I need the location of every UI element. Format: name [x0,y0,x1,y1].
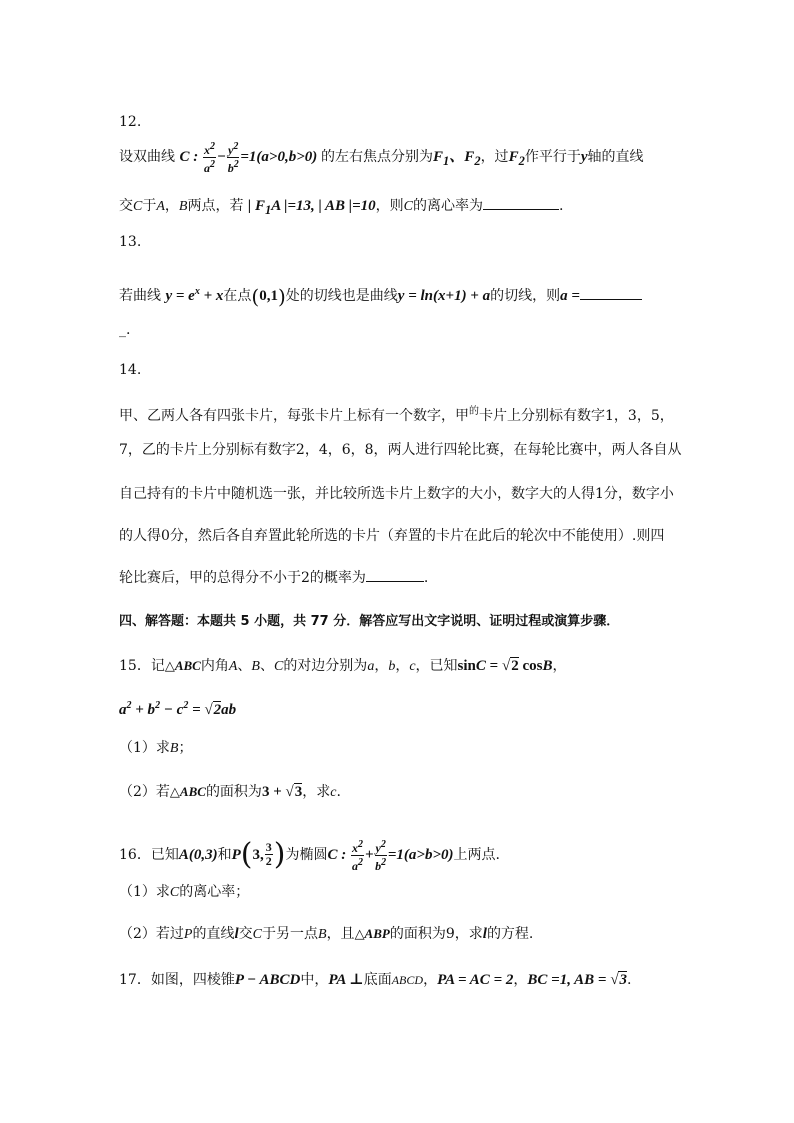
q16-line1: 16．已知A(0,3)和P(3, $\frac{3}{2}$ )为椭圆C : $\frac{x^2}{a^2}$ + $\frac{y^2}{b^2}$ =1(a>b>0)上两点. [119,836,500,873]
q14-number: 14. [119,362,142,378]
q16-part2: （2）若过P的直线l交C于另一点B，且△ABP的面积为9，求l的方程. [119,926,534,942]
q13-line1: 若曲线 $y = e^x + x$在点(0,1)处的切线也是曲线y = ln(x+1) + a的切线，则a = [119,282,642,307]
q14-line5: 轮比赛后，甲的总得分不小于2的概率为 . [119,567,428,588]
q12-answer-blank[interactable] [483,195,559,210]
q14-line1: 甲、乙两人各有四张卡片，每张卡片上标有一个数字，甲$^的$卡片上分别标有数字1，3，5， [119,406,674,424]
q16-part1: （1）求C的离心率； [119,884,250,900]
q13-line2: _. [119,322,131,338]
q13-answer-blank[interactable] [580,285,642,300]
hyperbola-equation: C : $\frac{x^2}{a^2}$ − $\frac{y^2}{b^2}$ =1(a>0,b>0) [179,141,318,175]
q14-line3: 自己持有的卡片中随机选一张，并比较所选卡片上数字的大小，数字大的人得1分，数字小 [119,486,674,502]
q17-line1: 17．如图，四棱锥P − ABCD中，PA ⊥底面ABCD，PA = AC = 2，BC =1, AB = √3. [119,972,632,988]
q13-number: 13. [119,234,142,250]
q15-part2: （2）若△ABC的面积为3 + √3，求c. [119,784,341,800]
q15-line2: $a^2 + b^2 - c^2 = √2ab$ [119,700,237,718]
q14-line2: 7，乙的卡片上分别标有数字2，4，6，8，两人进行四轮比赛，在每轮比赛中，两人各自从 [119,442,682,458]
q12-line2: 交C于A，B两点，若 | $F_1A$ |=13, | AB |=10，则C的离心率为 . [119,195,563,220]
q15-line1: 15．记△ABC内角A、B、C的对边分别为a，b，c，已知sinC = √2 cosB， [119,658,567,674]
q14-line4: 的人得0分，然后各自弃置此轮所选的卡片（弃置的卡片在此后的轮次中不能使用）.则四 [119,528,665,544]
q12-number: 12. [119,114,142,130]
q15-part1: （1）求B； [119,740,193,756]
section-heading: 四、解答题：本题共 5 小题，共 77 分．解答应写出文字说明、证明过程或演算步骤． [119,614,620,629]
q12-line1: 设双曲线 C : $\frac{x^2}{a^2}$ − $\frac{y^2}{b^2}$ =1(a>0,b>0) 的左右焦点分别为$F_1$、$F_2$，过$F_2$作平行于y轴的直线 [119,141,644,175]
q14-answer-blank[interactable] [366,567,424,582]
